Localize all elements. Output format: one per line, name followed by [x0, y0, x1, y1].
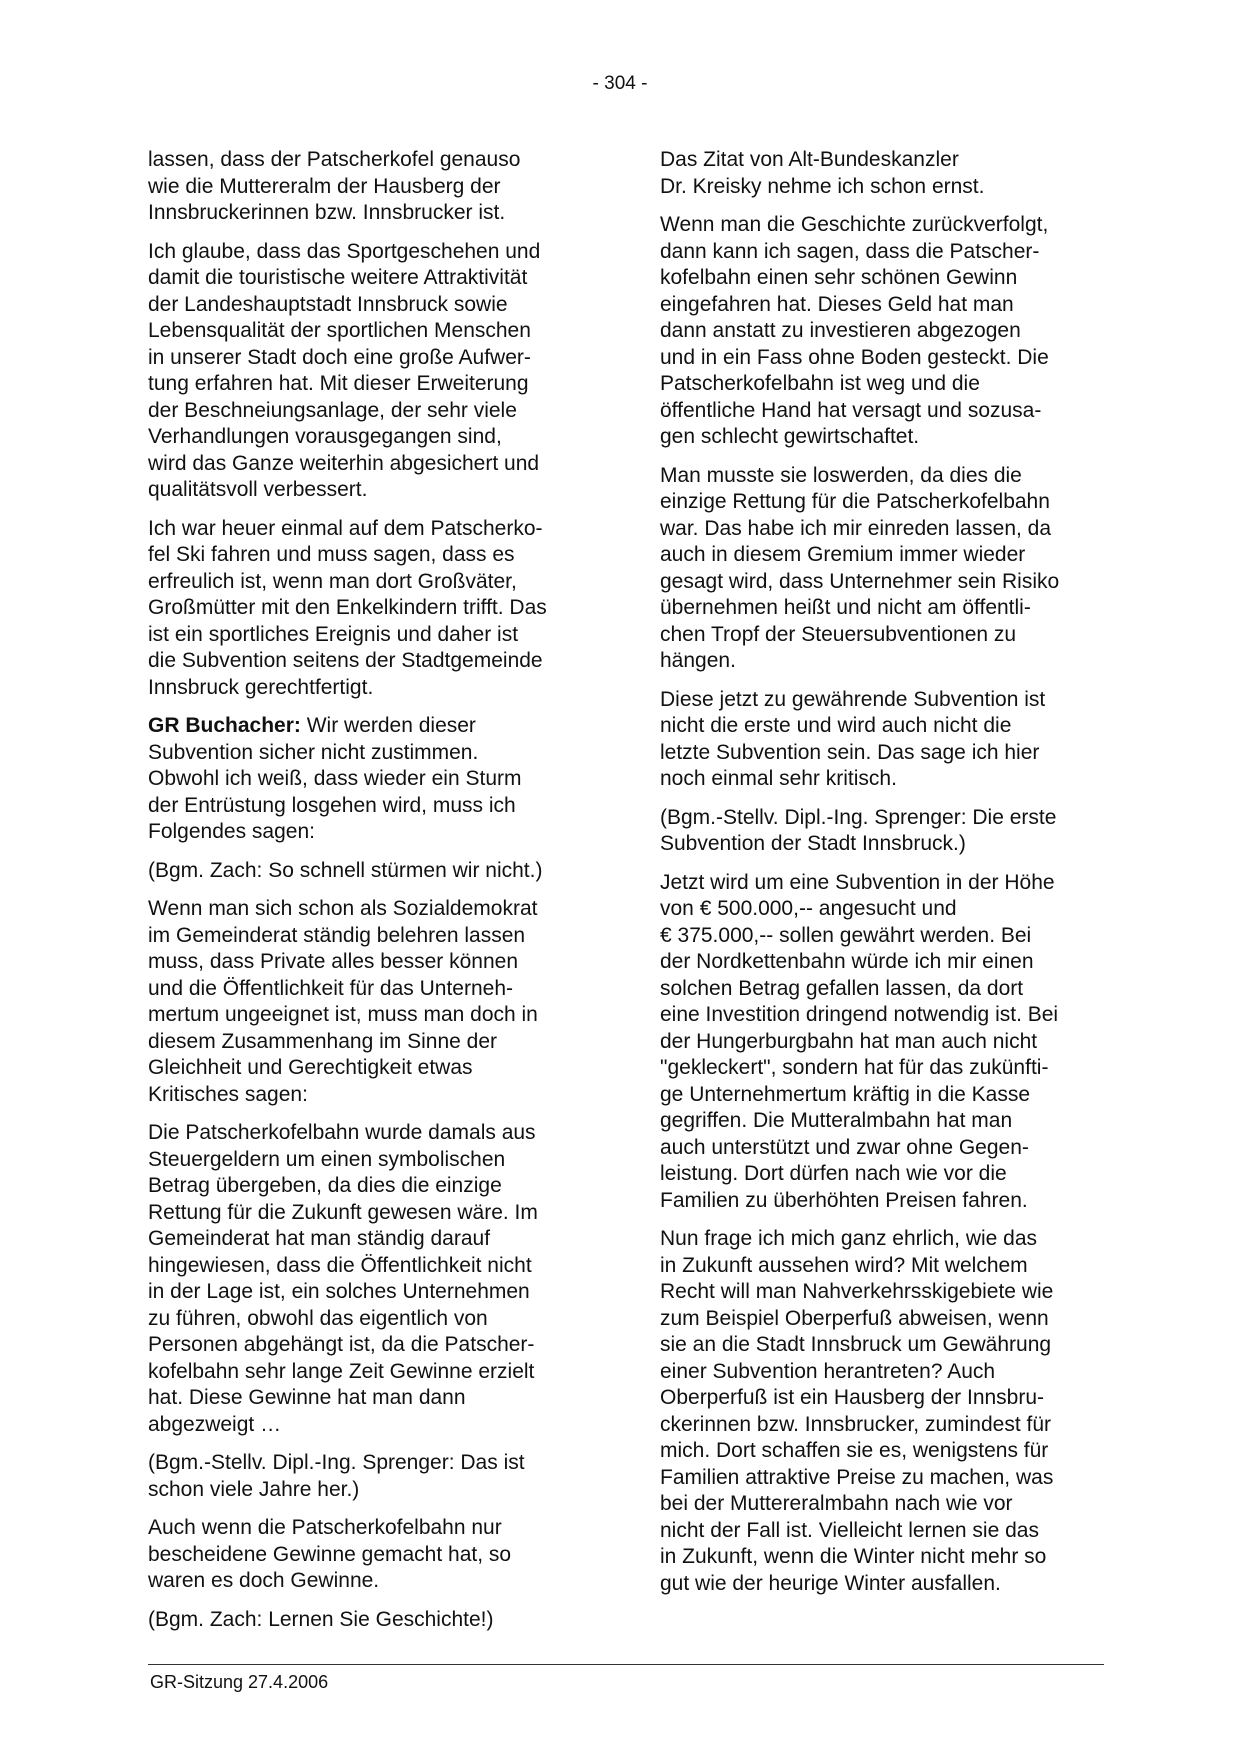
paragraph: Ich war heuer einmal auf dem Patscherko- fel Ski fahren und muss sagen, dass es erfreulich ist, wenn man dort Großväter, Großmütter mit den Enkelkindern trifft. Das ist ein sportliches Ereignis und daher ist die Subvention seitens der Stadtgemeinde Innsbruck gerechtfertigt. — [148, 516, 547, 699]
footer-divider — [148, 1664, 1104, 1665]
paragraph: Jetzt wird um eine Subvention in der Höhe von € 500.000,-- angesucht und € 375.000,-- sollen gewährt werden. Bei der Nordkettenbahn würde ich mir einen solchen Betrag gefallen lassen, da dort eine Investition dringend notwendig ist. Bei der Hungerburgbahn hat man auch nicht "gekleckert", sondern hat für das zukünfti- ge Unternehmertum kräftig in die Kasse gegriffen. Die Mutteralmbahn hat man auch unterstützt und zwar ohne Gegen- leistung. Dort dürfen nach wie vor die Familien zu überhöhten Preisen fahren. — [660, 870, 1059, 1212]
paragraph: Auch wenn die Patscherkofelbahn nur bescheidene Gewinne gemacht hat, so waren es doch Gewinne. — [148, 1516, 512, 1592]
paragraph: Wenn man die Geschichte zurückverfolgt, dann kann ich sagen, dass die Patscher- kofelbahn einen sehr schönen Gewinn eingefahren hat. Dieses Geld hat man dann anstatt zu investieren abgezogen und in ein Fass ohne Boden gesteckt. Die Patscherkofelbahn ist weg und die öffentliche Hand hat versagt und sozusa- gen schlecht gewirtschaftet. — [660, 213, 1049, 448]
paragraph: lassen, dass der Patscherkofel genauso wie die Muttereralm der Hausberg der Innsbruckerinnen bzw. Innsbrucker ist. — [148, 148, 521, 224]
paragraph: Ich glaube, dass das Sportgeschehen und damit die touristische weitere Attraktivität der Landeshauptstadt Innsbruck sowie Lebensqualität der sportlichen Menschen in unserer Stadt doch eine große Aufwer- tung erfahren hat. Mit dieser Erweiterung der Beschneiungsanlage, der sehr viele Verhandlungen vorausgegangen sind, wird das Ganze weiterhin abgesichert und qualitätsvoll verbessert. — [148, 239, 541, 501]
interjection: (Bgm.-Stellv. Dipl.-Ing. Sprenger: Die erste Subvention der Stadt Innsbruck.) — [660, 805, 1057, 855]
paragraph: Wenn man sich schon als Sozialdemokrat im Gemeinderat ständig belehren lassen muss, dass Private alles besser können und die Öffentlichkeit für das Unterneh- mertum ungeeignet ist, muss man doch in diesem Zusammenhang im Sinne der Gleichheit und Gerechtigkeit etwas Kritisches sagen: — [148, 897, 538, 1106]
right-column — [660, 147, 1106, 1609]
paragraph: Diese jetzt zu gewährende Subvention ist nicht die erste und wird auch nicht die letzte Subvention sein. Das sage ich hier noch einmal sehr kritisch. — [660, 687, 1046, 790]
interjection: (Bgm. Zach: So schnell stürmen wir nicht.) — [148, 858, 543, 882]
speech-text: Wir werden dieser Subvention sicher nicht zustimmen. Obwohl ich weiß, dass wieder ein Sturm der Entrüstung losgehen wird, muss ich Folgendes sagen: — [148, 714, 522, 843]
speaker-paragraph — [148, 713, 588, 846]
speaker-name: GR Buchacher: — [148, 714, 301, 737]
paragraph: Das Zitat von Alt-Bundeskanzler Dr. Kreisky nehme ich schon ernst. — [660, 148, 985, 198]
paragraph: Man musste sie loswerden, da dies die einzige Rettung für die Patscherkofelbahn war. Das habe ich mir einreden lassen, da auch in diesem Gremium immer wieder gesagt wird, dass Unternehmer sein Risiko übernehmen heißt und nicht am öffentli- chen Tropf der Steuersubventionen zu hängen. — [660, 463, 1060, 672]
interjection: (Bgm.-Stellv. Dipl.-Ing. Sprenger: Das ist schon viele Jahre her.) — [148, 1451, 525, 1501]
paragraph: Nun frage ich mich ganz ehrlich, wie das in Zukunft aussehen wird? Mit welchem Recht will man Nahverkehrsskigebiete wie zum Beispiel Oberperfuß abweisen, wenn sie an die Stadt Innsbruck um Gewährung einer Subvention herantreten? Auch Oberperfuß ist ein Hausberg der Innsbru- ckerinnen bzw. Innsbrucker, zumindest für mich. Dort schaffen sie es, wenigstens für Familien attraktive Preise zu machen, was bei der Muttereralmbahn nach wie vor nicht der Fall ist. Vielleicht lernen sie das in Zukunft, wenn die Winter nicht mehr so gut wie der heurige Winter ausfallen. — [660, 1227, 1054, 1595]
paragraph: Die Patscherkofelbahn wurde damals aus Steuergeldern um einen symbolischen Betrag übergeben, da dies die einzige Rettung für die Zukunft gewesen wäre. Im Gemeinderat hat man ständig darauf hingewiesen, dass die Öffentlichkeit nicht in der Lage ist, ein solches Unternehmen zu führen, obwohl das eigentlich von Personen abgehängt ist, da die Patscher- kofelbahn sehr lange Zeit Gewinne erzielt hat. Diese Gewinne hat man dann abgezweigt … — [148, 1121, 538, 1436]
page-number: - 304 - — [592, 73, 648, 94]
left-column — [148, 147, 588, 1645]
interjection: (Bgm. Zach: Lernen Sie Geschichte!) — [148, 1607, 494, 1631]
footer-session-date: GR-Sitzung 27.4.2006 — [150, 1672, 329, 1692]
